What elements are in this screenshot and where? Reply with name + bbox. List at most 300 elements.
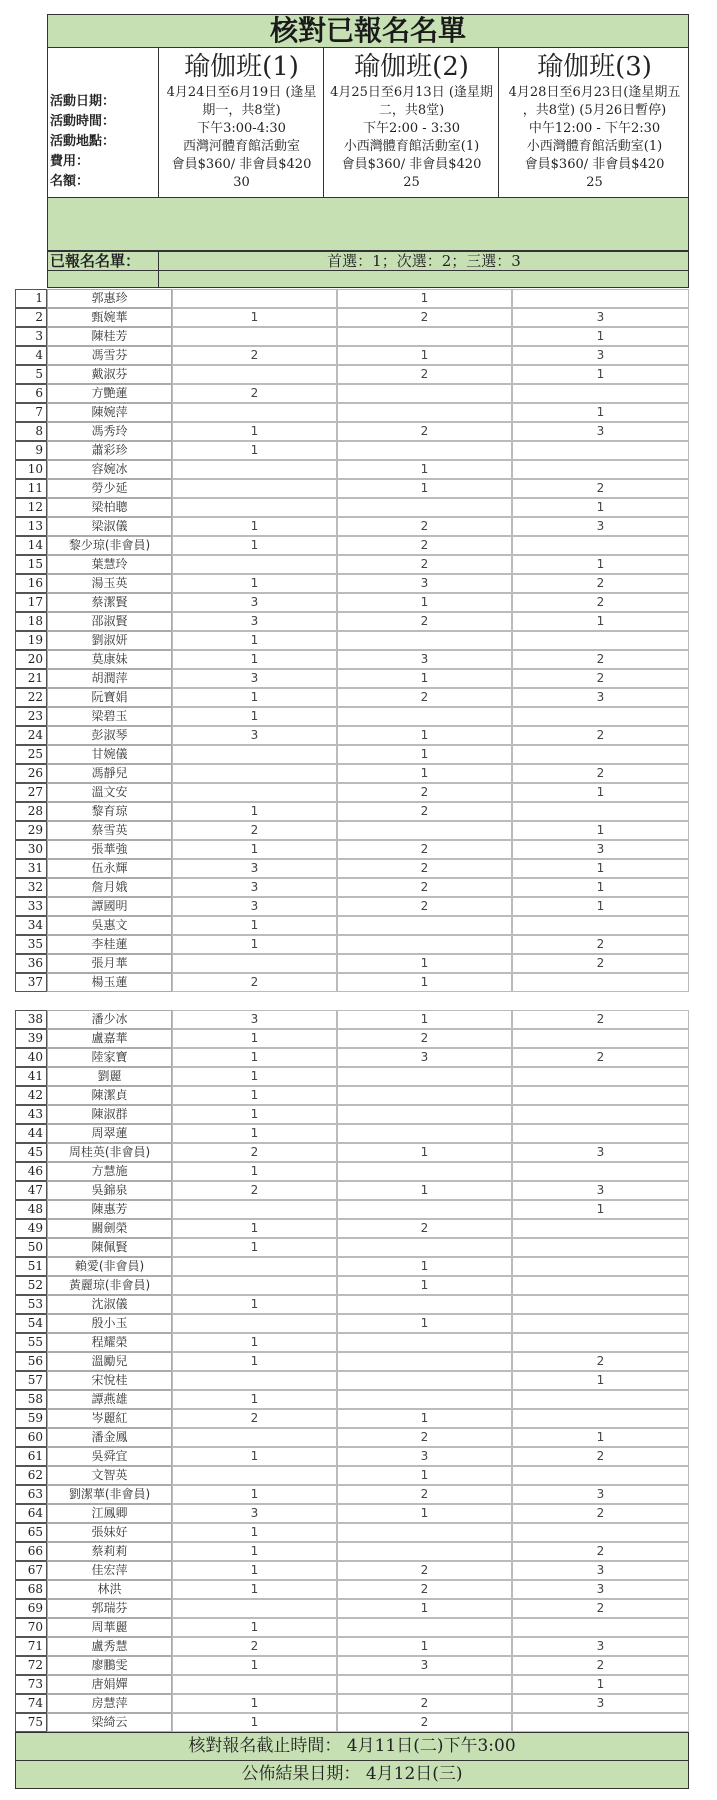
row-number: 13	[15, 517, 47, 536]
table-row	[15, 1542, 689, 1561]
table-row	[15, 1428, 689, 1447]
choice-class-1	[172, 1257, 337, 1276]
applicant-name: 甘婉儀	[47, 745, 172, 764]
choice-legend: 首選：1；次選：2；三選：3	[158, 252, 689, 270]
choice-class-2: 1	[337, 1143, 512, 1162]
applicant-name: 梁柏聰	[47, 498, 172, 517]
label-fee: 費用：	[50, 154, 90, 169]
row-number: 58	[15, 1390, 47, 1409]
choice-class-1	[172, 1599, 337, 1618]
choice-class-2: 1	[337, 1504, 512, 1523]
applicant-name: 邵淑賢	[47, 612, 172, 631]
applicant-name: 伍永輝	[47, 859, 172, 878]
applicant-name: 劉淑妍	[47, 631, 172, 650]
table-row	[15, 460, 689, 479]
row-number: 27	[15, 783, 47, 802]
applicant-name: 蔡雪英	[47, 821, 172, 840]
row-number: 69	[15, 1599, 47, 1618]
choice-class-1: 1	[172, 1067, 337, 1086]
applicant-name: 廖鵬雯	[47, 1656, 172, 1675]
choice-class-2: 3	[337, 650, 512, 669]
choice-class-2: 1	[337, 1466, 512, 1485]
row-number: 73	[15, 1675, 47, 1694]
row-number: 68	[15, 1580, 47, 1599]
choice-class-1: 3	[172, 593, 337, 612]
table-row	[15, 1504, 689, 1523]
row-number: 37	[15, 973, 47, 992]
choice-class-1: 2	[172, 821, 337, 840]
choice-class-1	[172, 289, 337, 308]
choice-class-3: 1	[512, 1200, 689, 1219]
row-number: 34	[15, 916, 47, 935]
applicant-name: 房慧萍	[47, 1694, 172, 1713]
choice-class-3: 1	[512, 878, 689, 897]
row-number: 61	[15, 1447, 47, 1466]
choice-class-2: 2	[337, 802, 512, 821]
applicant-name: 蔡潔賢	[47, 593, 172, 612]
choice-class-2: 1	[337, 1599, 512, 1618]
choice-class-3: 2	[512, 650, 689, 669]
row-number: 19	[15, 631, 47, 650]
applicant-name: 張華強	[47, 840, 172, 859]
row-number: 75	[15, 1713, 47, 1732]
choice-class-3	[512, 973, 689, 992]
applicant-name: 方慧施	[47, 1162, 172, 1181]
choice-class-3: 2	[512, 1352, 689, 1371]
table-row	[15, 1105, 689, 1124]
applicant-name: 譚燕雄	[47, 1390, 172, 1409]
applicant-name: 郭惠珍	[47, 289, 172, 308]
table-row	[15, 574, 689, 593]
class-1-venue: 西灣河體育館活動室	[182, 139, 300, 154]
applicant-name: 周桂英(非會員)	[47, 1143, 172, 1162]
choice-class-3: 3	[512, 517, 689, 536]
table-row	[15, 1352, 689, 1371]
choice-class-1: 1	[172, 1333, 337, 1352]
applicant-name: 莫康妹	[47, 650, 172, 669]
choice-class-3: 1	[512, 859, 689, 878]
class-info-block	[47, 48, 689, 198]
table-row	[15, 1029, 689, 1048]
table-row	[15, 365, 689, 384]
choice-class-2: 2	[337, 897, 512, 916]
announce-note: 公佈結果日期： 4月12日(三)	[15, 1761, 689, 1789]
row-number: 44	[15, 1124, 47, 1143]
table-row	[15, 1409, 689, 1428]
table-row	[15, 1694, 689, 1713]
row-number: 45	[15, 1143, 47, 1162]
table-row	[15, 1390, 689, 1409]
table-row	[15, 1675, 689, 1694]
class-2-name: 瑜伽班(2)	[354, 52, 469, 82]
list-label: 已報名名單：	[50, 252, 141, 270]
choice-class-3: 1	[512, 612, 689, 631]
row-number: 21	[15, 669, 47, 688]
choice-class-1: 1	[172, 441, 337, 460]
choice-class-2: 1	[337, 479, 512, 498]
choice-class-3	[512, 1276, 689, 1295]
row-number: 72	[15, 1656, 47, 1675]
table-row	[15, 1447, 689, 1466]
choice-class-1: 3	[172, 726, 337, 745]
class-2-time: 下午2:00 - 3:30	[362, 121, 461, 136]
choice-class-2: 2	[337, 1428, 512, 1447]
row-number: 10	[15, 460, 47, 479]
applicant-name: 程耀榮	[47, 1333, 172, 1352]
applicant-name: 郭瑞芬	[47, 1599, 172, 1618]
choice-class-3: 3	[512, 1561, 689, 1580]
row-number: 7	[15, 403, 47, 422]
choice-class-3: 3	[512, 1580, 689, 1599]
applicant-name: 陸家寶	[47, 1048, 172, 1067]
choice-class-1	[172, 498, 337, 517]
choice-class-2	[337, 1542, 512, 1561]
choice-class-2	[337, 935, 512, 954]
row-number: 33	[15, 897, 47, 916]
table-row	[15, 669, 689, 688]
choice-class-1: 1	[172, 1485, 337, 1504]
choice-class-3	[512, 1295, 689, 1314]
table-row	[15, 631, 689, 650]
table-row	[15, 745, 689, 764]
choice-class-1	[172, 403, 337, 422]
table-row	[15, 327, 689, 346]
choice-class-3	[512, 1409, 689, 1428]
applicant-name: 潘少冰	[47, 1010, 172, 1029]
row-number: 4	[15, 346, 47, 365]
choice-class-1: 1	[172, 935, 337, 954]
choice-class-1	[172, 327, 337, 346]
row-number: 23	[15, 707, 47, 726]
choice-class-2: 2	[337, 1485, 512, 1504]
class-1-date-line1: 4月24日至6月19日 (逢星	[166, 85, 317, 100]
choice-class-1: 3	[172, 669, 337, 688]
choice-class-3	[512, 916, 689, 935]
choice-class-3: 3	[512, 840, 689, 859]
applicant-name: 沈淑儀	[47, 1295, 172, 1314]
choice-class-1: 3	[172, 878, 337, 897]
choice-class-2: 3	[337, 1048, 512, 1067]
choice-class-2: 1	[337, 954, 512, 973]
applicant-name: 關劍榮	[47, 1219, 172, 1238]
choice-class-3	[512, 460, 689, 479]
row-number: 47	[15, 1181, 47, 1200]
table-row	[15, 517, 689, 536]
applicant-name: 盧秀慧	[47, 1637, 172, 1656]
choice-class-3: 2	[512, 1656, 689, 1675]
row-number: 32	[15, 878, 47, 897]
choice-class-3: 2	[512, 764, 689, 783]
row-number: 8	[15, 422, 47, 441]
class-3-fee: 會員$360/ 非會員$420	[524, 157, 665, 172]
choice-class-3	[512, 1523, 689, 1542]
row-number: 30	[15, 840, 47, 859]
applicant-name: 劉潔華(非會員)	[47, 1485, 172, 1504]
choice-class-2: 2	[337, 422, 512, 441]
row-number: 65	[15, 1523, 47, 1542]
choice-class-3: 1	[512, 403, 689, 422]
choice-class-3	[512, 1257, 689, 1276]
choice-class-1: 1	[172, 707, 337, 726]
choice-class-2	[337, 1105, 512, 1124]
applicant-name: 吳舜宜	[47, 1447, 172, 1466]
choice-class-1	[172, 1428, 337, 1447]
choice-class-1: 2	[172, 1143, 337, 1162]
choice-class-3: 2	[512, 954, 689, 973]
table-row	[15, 1295, 689, 1314]
applicant-name: 陳潔貞	[47, 1086, 172, 1105]
choice-class-1: 1	[172, 1029, 337, 1048]
choice-class-1: 2	[172, 1181, 337, 1200]
choice-class-2	[337, 1200, 512, 1219]
choice-class-3: 2	[512, 935, 689, 954]
choice-class-3	[512, 536, 689, 555]
row-number: 40	[15, 1048, 47, 1067]
choice-class-2	[337, 1523, 512, 1542]
row-number: 66	[15, 1542, 47, 1561]
row-number: 53	[15, 1295, 47, 1314]
choice-class-3	[512, 384, 689, 403]
applicant-name: 湯玉英	[47, 574, 172, 593]
choice-class-3	[512, 1162, 689, 1181]
deadline-note: 核對報名截止時間： 4月11日(二)下午3:00	[15, 1732, 689, 1761]
row-number: 60	[15, 1428, 47, 1447]
choice-class-2: 1	[337, 593, 512, 612]
applicant-name: 馮雪芬	[47, 346, 172, 365]
choice-class-3: 1	[512, 365, 689, 384]
table-row	[15, 1219, 689, 1238]
choice-class-3	[512, 1466, 689, 1485]
applicant-name: 殷小玉	[47, 1314, 172, 1333]
choice-class-3: 1	[512, 555, 689, 574]
class-1-date-line2: 期一，共8堂)	[202, 103, 281, 118]
choice-class-2: 2	[337, 688, 512, 707]
choice-class-2	[337, 821, 512, 840]
row-number: 1	[15, 289, 47, 308]
choice-class-2	[337, 1675, 512, 1694]
applicant-name: 江鳳卿	[47, 1504, 172, 1523]
choice-class-2: 1	[337, 460, 512, 479]
applicant-name: 岑麗紅	[47, 1409, 172, 1428]
choice-class-1: 1	[172, 308, 337, 327]
choice-class-1	[172, 1371, 337, 1390]
class-1-time: 下午3:00-4:30	[197, 121, 286, 136]
table-row	[15, 593, 689, 612]
row-number: 36	[15, 954, 47, 973]
applicant-name: 黎育琼	[47, 802, 172, 821]
table-row	[15, 935, 689, 954]
choice-class-1: 1	[172, 802, 337, 821]
row-number: 35	[15, 935, 47, 954]
row-number: 55	[15, 1333, 47, 1352]
row-number: 26	[15, 764, 47, 783]
table-row	[15, 403, 689, 422]
row-number: 25	[15, 745, 47, 764]
row-number: 11	[15, 479, 47, 498]
choice-class-1: 1	[172, 688, 337, 707]
choice-class-2: 3	[337, 1656, 512, 1675]
row-number: 64	[15, 1504, 47, 1523]
applicant-name: 詹月娥	[47, 878, 172, 897]
class-3-time: 中午12:00 - 下午2:30	[528, 121, 661, 136]
class-2-fee: 會員$360/ 非會員$420	[341, 157, 482, 172]
row-number: 31	[15, 859, 47, 878]
class-3-info	[498, 48, 690, 197]
applicant-name: 勞少延	[47, 479, 172, 498]
applicant-name: 張妹好	[47, 1523, 172, 1542]
choice-class-3: 3	[512, 308, 689, 327]
choice-class-2	[337, 327, 512, 346]
choice-class-1: 1	[172, 1238, 337, 1257]
table-row	[15, 1713, 689, 1732]
choice-class-3: 2	[512, 1599, 689, 1618]
choice-class-2: 1	[337, 726, 512, 745]
table-row	[15, 840, 689, 859]
choice-class-1: 3	[172, 1504, 337, 1523]
applicant-name: 文智英	[47, 1466, 172, 1485]
table-row	[15, 859, 689, 878]
choice-class-1	[172, 745, 337, 764]
choice-class-1	[172, 954, 337, 973]
choice-class-1: 1	[172, 517, 337, 536]
table-row	[15, 878, 689, 897]
row-number: 9	[15, 441, 47, 460]
table-row	[15, 1162, 689, 1181]
table-row	[15, 1238, 689, 1257]
choice-class-1: 1	[172, 1162, 337, 1181]
table-row	[15, 650, 689, 669]
table-row	[15, 1371, 689, 1390]
applicant-name: 周翠蓮	[47, 1124, 172, 1143]
class-1-name: 瑜伽班(1)	[184, 52, 299, 82]
row-number: 3	[15, 327, 47, 346]
applicant-name: 葉慧玲	[47, 555, 172, 574]
choice-class-2: 1	[337, 1181, 512, 1200]
choice-class-1	[172, 764, 337, 783]
applicant-name: 張月華	[47, 954, 172, 973]
choice-class-3: 3	[512, 1485, 689, 1504]
table-row	[15, 1580, 689, 1599]
class-1-info	[158, 48, 324, 197]
choice-class-2: 1	[337, 1637, 512, 1656]
choice-class-3: 1	[512, 327, 689, 346]
class-2-date-line1: 4月25日至6月13日 (逢星期	[330, 85, 493, 100]
table-row	[15, 1276, 689, 1295]
choice-class-3: 1	[512, 897, 689, 916]
applicant-name: 甄婉華	[47, 308, 172, 327]
choice-class-2: 1	[337, 1409, 512, 1428]
applicant-name: 陳淑群	[47, 1105, 172, 1124]
choice-class-3	[512, 1238, 689, 1257]
choice-class-2	[337, 384, 512, 403]
choice-class-3: 2	[512, 1542, 689, 1561]
applicant-name: 李桂蓮	[47, 935, 172, 954]
row-number: 56	[15, 1352, 47, 1371]
choice-class-3: 1	[512, 1371, 689, 1390]
applicant-name: 周華麗	[47, 1618, 172, 1637]
applicant-name: 佳宏萍	[47, 1561, 172, 1580]
page-title: 核對已報名名單	[47, 14, 689, 48]
applicant-name: 陳惠芳	[47, 1200, 172, 1219]
applicant-name: 吳惠文	[47, 916, 172, 935]
applicant-name: 阮寶娟	[47, 688, 172, 707]
table-row	[15, 802, 689, 821]
choice-class-2: 2	[337, 1694, 512, 1713]
table-row	[15, 916, 689, 935]
choice-class-1	[172, 479, 337, 498]
choice-class-1: 1	[172, 1656, 337, 1675]
class-1-fee: 會員$360/ 非會員$420	[171, 157, 312, 172]
class-3-date-line1: 4月28日至6月23日(逢星期五	[508, 85, 681, 100]
applicant-name: 唐娟嬋	[47, 1675, 172, 1694]
choice-class-1: 3	[172, 859, 337, 878]
table-row	[15, 1048, 689, 1067]
table-row	[15, 1181, 689, 1200]
row-number: 59	[15, 1409, 47, 1428]
info-labels	[50, 92, 115, 192]
table-row	[15, 1124, 689, 1143]
class-1-quota: 30	[233, 175, 250, 190]
choice-class-1: 1	[172, 916, 337, 935]
row-number: 18	[15, 612, 47, 631]
choice-class-3	[512, 1105, 689, 1124]
choice-class-3	[512, 1124, 689, 1143]
choice-class-2	[337, 1162, 512, 1181]
choice-class-1	[172, 1200, 337, 1219]
applicant-name: 陳佩賢	[47, 1238, 172, 1257]
table-row	[15, 973, 689, 992]
class-3-date-line2: ，共8堂) (5月26日暫停)	[522, 103, 667, 118]
choice-class-2: 2	[337, 308, 512, 327]
table-row	[15, 346, 689, 365]
row-number: 74	[15, 1694, 47, 1713]
applicant-name: 吳錦泉	[47, 1181, 172, 1200]
table-row	[15, 422, 689, 441]
choice-class-1: 1	[172, 1352, 337, 1371]
label-quota: 名額：	[50, 174, 90, 189]
row-number: 52	[15, 1276, 47, 1295]
table-row	[15, 479, 689, 498]
row-number: 14	[15, 536, 47, 555]
choice-class-2	[337, 707, 512, 726]
choice-class-2	[337, 1333, 512, 1352]
choice-class-3: 2	[512, 726, 689, 745]
choice-class-1: 1	[172, 1561, 337, 1580]
choice-class-1: 1	[172, 1523, 337, 1542]
choice-class-1: 1	[172, 1580, 337, 1599]
applicant-name: 彭淑琴	[47, 726, 172, 745]
choice-class-1: 1	[172, 1086, 337, 1105]
choice-class-1: 1	[172, 1124, 337, 1143]
class-2-info	[323, 48, 499, 197]
choice-class-3: 2	[512, 574, 689, 593]
table-row	[15, 897, 689, 916]
class-2-venue: 小西灣體育館活動室(1)	[343, 139, 480, 154]
choice-class-3: 3	[512, 346, 689, 365]
choice-class-3	[512, 1713, 689, 1732]
row-number: 6	[15, 384, 47, 403]
table-row	[15, 1637, 689, 1656]
choice-class-3	[512, 707, 689, 726]
table-row	[15, 821, 689, 840]
choice-class-3	[512, 1219, 689, 1238]
choice-class-3	[512, 745, 689, 764]
row-number: 43	[15, 1105, 47, 1124]
row-number: 57	[15, 1371, 47, 1390]
choice-class-2	[337, 916, 512, 935]
choice-class-3: 3	[512, 1694, 689, 1713]
green-spacer	[47, 198, 689, 251]
